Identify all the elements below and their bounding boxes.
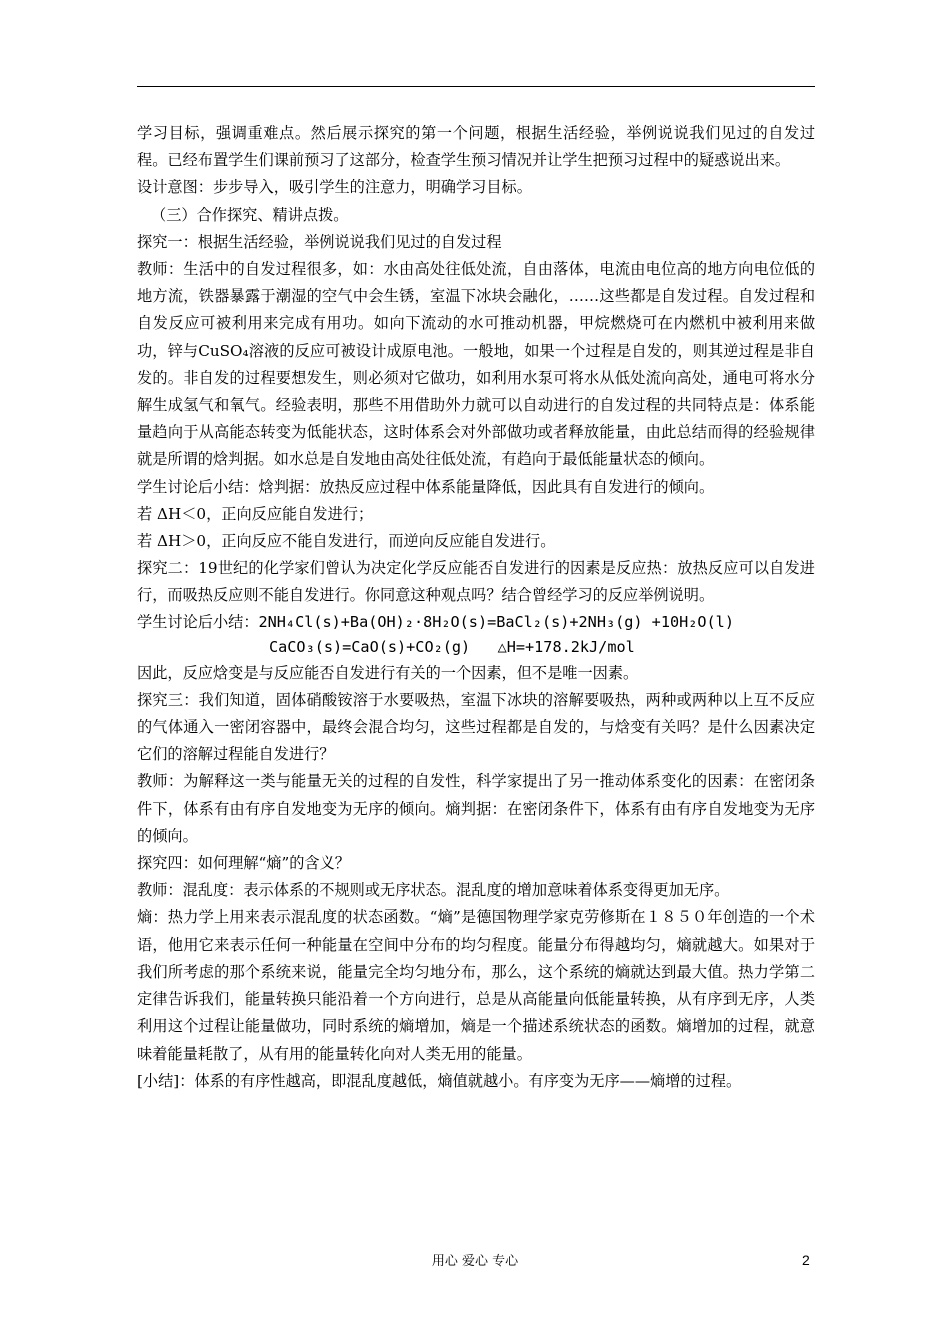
student-summary: 学生讨论后小结：焓判据：放热反应过程中体系能量降低，因此具有自发进行的倾向。 (137, 477, 715, 496)
equation-line-1 (137, 610, 815, 635)
page-number: 2 (802, 1252, 810, 1268)
entropy-definition: 熵：热力学上用来表示混乱度的状态函数。“熵”是德国物理学家克劳修斯在１８５０年创造的一个术语，他用它来表示任何一种能量在空间中分布的均匀程度。能量分布得越均匀，熵就越大。如果对于我们所考虑的那个系统来说，能量完全均匀地分布，那么，这个系统的熵就达到最大值。热力学第二定律告诉我们，能量转换只能沿着一个方向进行，总是从高能量向低能量转换，从有序到无序，人类利用这个过程让能量做功，同时系统的熵增加，熵是一个描述系统状态的函数。熵增加的过程，就意味着能量耗散了，从有用的能量转化向对人类无用的能量。 (137, 908, 815, 1063)
enthalpy-rule-negative: 若 ΔH＜0，正向反应能自发进行； (137, 504, 374, 523)
enthalpy-rule-positive: 若 ΔH＞0，正向反应不能自发进行，而逆向反应能自发进行。 (137, 532, 556, 551)
header-rule (137, 86, 815, 87)
page-footer: 用心 爱心 专心 (431, 1254, 519, 1269)
equation-label: 学生讨论后小结： (137, 612, 259, 631)
teacher-paragraph: 教师：生活中的自发过程很多，如：水由高处往低处流，自由落体，电流由电位高的地方向电位低的地方流，铁器暴露于潮湿的空气中会生锈，室温下冰块会融化，……这些都是自发过程。自发过程和自发反应可被利用来完成有用功。如向下流动的水可推动机器，甲烷燃烧可在内燃机中被利用来做功，锌与CuSO₄溶液的反应可被设计成原电池。一般地，如果一个过程是自发的，则其逆过程是非自发的。非自发的过程要想发生，则必须对它做功，如利用水泵可将水从低处流向高处，通电可将水分解生成氢气和氧气。经验表明，那些不用借助外力就可以自动进行的自发过程的共同特点是：体系能量趋向于从高能态转变为低能状态，这时体系会对外部做功或者释放能量，由此总结而得的经验规律就是所谓的焓判据。如水总是自发地由高处往低处流，有趋向于最低能量状态的倾向。 (137, 260, 815, 469)
teacher-entropy: 教师：为解释这一类与能量无关的过程的自发性，科学家提出了另一推动体系变化的因素：在密闭条件下，体系有由有序自发地变为无序的倾向。熵判据：在密闭条件下，体系有由有序自发地变为无序的倾向。 (137, 772, 815, 845)
document-body (137, 120, 815, 1095)
paragraph: 学习目标，强调重难点。然后展示探究的第一个问题，根据生活经验，举例说说我们见过的自发过程。已经布置学生们课前预习了这部分，检查学生预习情况并让学生把预习过程中的疑惑说出来。 (137, 124, 815, 170)
section-heading: （三）合作探究、精讲点拨。 (151, 205, 349, 224)
inquiry-four: 探究四：如何理解“熵”的含义？ (137, 854, 350, 873)
equation-text-1: 2NH₄Cl(s)+Ba(OH)₂·8H₂O(s)=BaCl₂(s)+2NH₃(g) +10H₂O(l) (258, 612, 734, 631)
conclusion-paragraph: 因此，反应焓变是与反应能否自发进行有关的一个因素，但不是唯一因素。 (137, 663, 639, 682)
equation-line-2: CaCO₃(s)=CaO(s)+CO₂(g) △H=+178.2kJ/mol (269, 637, 635, 656)
design-intent: 设计意图：步步导入，吸引学生的注意力，明确学习目标。 (137, 178, 532, 197)
inquiry-three: 探究三：我们知道，固体硝酸铵溶于水要吸热，室温下冰块的溶解要吸热，两种或两种以上互不反应的气体通入一密闭容器中，最终会混合均匀，这些过程都是自发的，与焓变有关吗？是什么因素决定它们的溶解过程能自发进行？ (137, 690, 815, 764)
inquiry-one-title: 探究一：根据生活经验，举例说说我们见过的自发过程 (137, 232, 502, 251)
teacher-disorder: 教师：混乱度：表示体系的不规则或无序状态。混乱度的增加意味着体系变得更加无序。 (137, 881, 730, 900)
summary-paragraph: [小结]：体系的有序性越高，即混乱度越低，熵值就越小。有序变为无序——熵增的过程。 (137, 1071, 742, 1090)
inquiry-two: 探究二：19世纪的化学家们曾认为决定化学反应能否自发进行的因素是反应热：放热反应可以自发进行，而吸热反应则不能自发进行。你同意这种观点吗？结合曾经学习的反应举例说明。 (137, 559, 815, 605)
